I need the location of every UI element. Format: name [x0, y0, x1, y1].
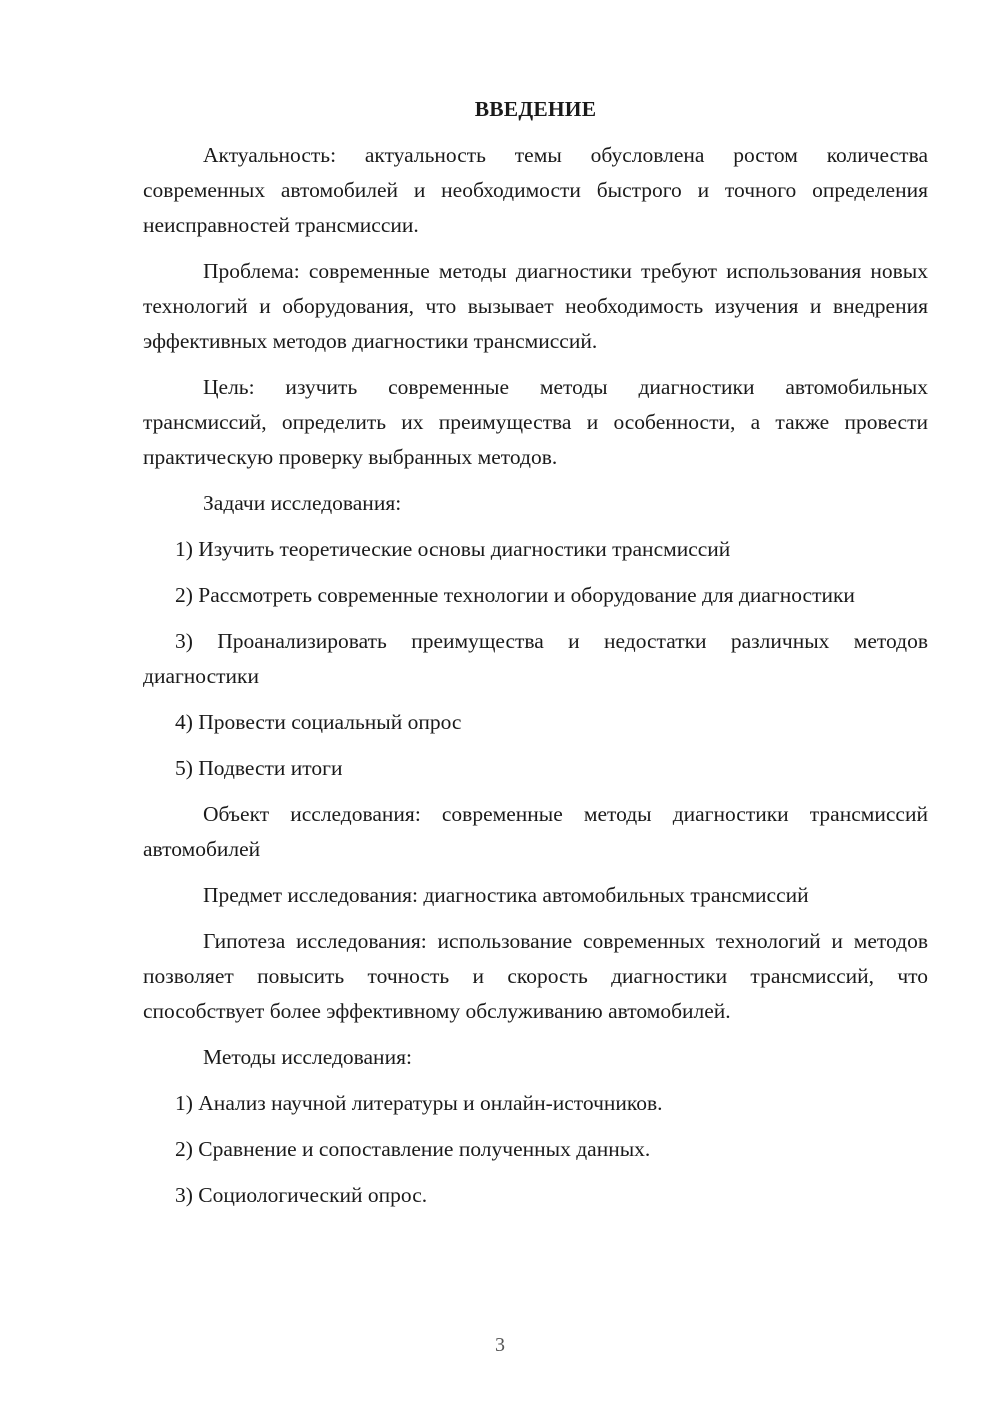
list-item: 2) Рассмотреть современные технологии и оборудование для диагностики [175, 583, 855, 607]
document-page [143, 92, 928, 1224]
list-item: 4) Провести социальный опрос [175, 710, 462, 734]
list-item: 5) Подвести итоги [175, 756, 343, 780]
relevance-paragraph: Актуальность: актуальность темы обусловлена ростом количества современных автомобилей и необходимости быстрого и точного определения неисправностей трансмиссии. [143, 143, 928, 237]
methods-heading: Методы исследования: [203, 1045, 412, 1069]
page-number: 3 [495, 1334, 505, 1356]
list-item: 1) Анализ научной литературы и онлайн-источников. [175, 1091, 663, 1115]
object-paragraph: Объект исследования: современные методы диагностики трансмиссий автомобилей [143, 802, 928, 861]
subject-paragraph: Предмет исследования: диагностика автомобильных трансмиссий [203, 883, 809, 907]
goal-paragraph: Цель: изучить современные методы диагностики автомобильных трансмиссий, определить их преимущества и особенности, а также провести практическую проверку выбранных методов. [143, 375, 928, 469]
tasks-heading: Задачи исследования: [203, 491, 402, 515]
list-item: 3) Социологический опрос. [175, 1183, 428, 1207]
page-title: ВВЕДЕНИЕ [474, 97, 597, 121]
list-item: 3) Проанализировать преимущества и недостатки различных методов диагностики [143, 629, 928, 688]
list-item: 1) Изучить теоретические основы диагностики трансмиссий [175, 537, 731, 561]
hypothesis-paragraph: Гипотеза исследования: использование современных технологий и методов позволяет повысить точность и скорость диагностики трансмиссий, что способствует более эффективному обслуживанию автомобилей. [143, 929, 928, 1023]
methods-list [143, 1086, 928, 1213]
tasks-list [143, 532, 928, 786]
problem-paragraph: Проблема: современные методы диагностики требуют использования новых технологий и оборудования, что вызывает необходимость изучения и внедрения эффективных методов диагностики трансмиссий. [143, 259, 928, 353]
list-item: 2) Сравнение и сопоставление полученных данных. [175, 1137, 651, 1161]
